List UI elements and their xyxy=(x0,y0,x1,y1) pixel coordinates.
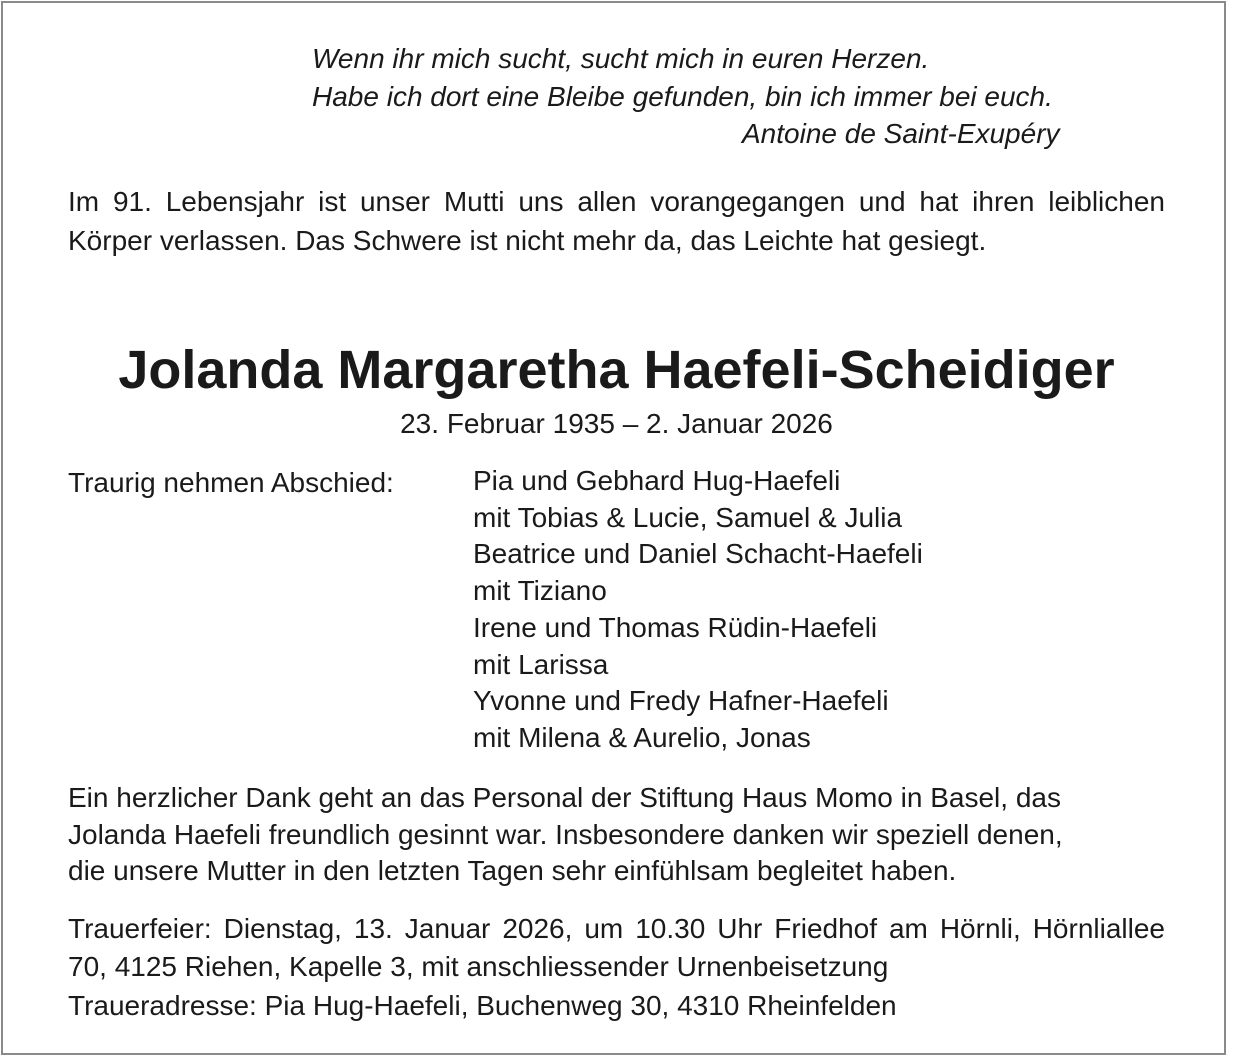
mourner-line: Yvonne und Fredy Hafner-Haefeli xyxy=(473,685,889,717)
mourners-label: Traurig nehmen Abschied: xyxy=(68,467,394,498)
thanks-line: die unsere Mutter in den letzten Tagen sehr einfühlsam begleitet haben. xyxy=(68,855,957,886)
quote-line: Habe ich dort eine Bleibe gefunden, bin ich immer bei euch. xyxy=(312,81,1053,112)
thanks-paragraph xyxy=(68,780,1063,890)
mourner-line: Beatrice und Daniel Schacht-Haefeli xyxy=(473,538,923,570)
mourner-line: Pia und Gebhard Hug-Haefeli xyxy=(473,465,841,496)
mourner-line: mit Tobias & Lucie, Samuel & Julia xyxy=(473,501,903,533)
mourners-list xyxy=(473,463,923,757)
mourner-line: mit Tiziano xyxy=(473,575,607,607)
epigraph-quote xyxy=(312,40,1060,152)
thanks-line: Ein herzlicher Dank geht an das Personal der Stiftung Haus Momo in Basel, das xyxy=(68,782,1061,813)
thanks-line: Jolanda Haefeli freundlich gesinnt war. Insbesondere danken wir speziell denen, xyxy=(68,818,1063,850)
mourning-address: Traueradresse: Pia Hug-Haefeli, Buchenweg 30, 4310 Rheinfelden xyxy=(68,990,897,1021)
deceased-name: Jolanda Margaretha Haefeli-Scheidiger xyxy=(118,340,1115,400)
mourner-line: mit Milena & Aurelio, Jonas xyxy=(473,721,811,753)
funeral-service-info: Trauerfeier: Dienstag, 13. Januar 2026, um 10.30 Uhr Friedhof am Hörnli, Hörnliallee 70, 4125 Riehen, Kapelle 3, mit anschliessender Urnenbeisetzung xyxy=(68,913,1165,982)
mourner-line: Irene und Thomas Rüdin-Haefeli xyxy=(473,611,878,643)
life-dates: 23. Februar 1935 – 2. Januar 2026 xyxy=(400,408,833,439)
quote-author: Antoine de Saint-Exupéry xyxy=(742,118,1060,149)
intro-paragraph: Im 91. Lebensjahr ist unser Mutti uns allen vorangegangen und hat ihren leiblichen Körper verlassen. Das Schwere ist nicht mehr da, das Leichte hat gesiegt. xyxy=(68,186,1165,256)
mourner-line: mit Larissa xyxy=(473,648,609,680)
quote-line: Wenn ihr mich sucht, sucht mich in euren Herzen. xyxy=(312,43,930,74)
